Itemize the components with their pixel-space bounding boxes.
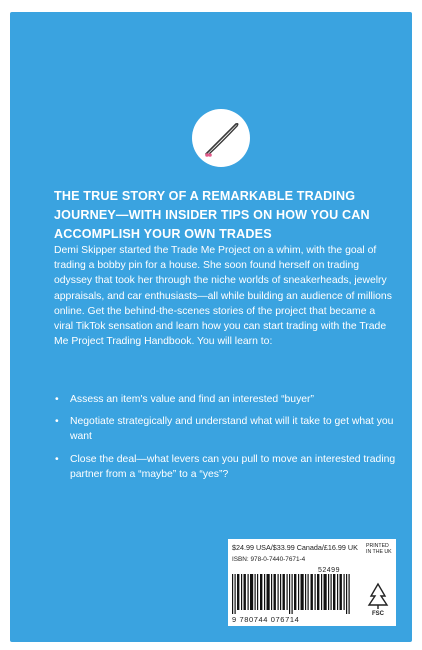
back-cover xyxy=(10,12,412,642)
learning-list xyxy=(70,392,400,489)
fsc-tree-icon xyxy=(365,581,391,611)
bullet-item: • Assess an item's value and find an interested “buyer” xyxy=(70,392,400,407)
bullet-item: • Close the deal—what levers can you pull to move an interested trading partner from a “maybe” to a “yes”? xyxy=(70,452,400,482)
price-code: 52499 xyxy=(318,567,340,574)
printed-in-label: PRINTED IN THE UK xyxy=(366,543,392,555)
headline: THE TRUE STORY OF A REMARKABLE TRADING JOURNEY—WITH INSIDER TIPS ON HOW YOU CAN ACCOMPLISH YOUR OWN TRADES xyxy=(54,189,370,241)
barcode xyxy=(232,574,357,614)
barcode-box xyxy=(228,539,396,626)
fsc-label: FSC xyxy=(372,611,384,617)
bullet-item: • Negotiate strategically and understand what will it take to get what you want xyxy=(70,414,400,444)
isbn-label: ISBN: 978-0-7440-7671-4 xyxy=(232,556,306,563)
fsc-logo xyxy=(365,581,391,621)
bobby-pin-icon xyxy=(192,109,250,167)
isbn-digits: 9 780744 076714 xyxy=(232,615,300,624)
description: Demi Skipper started the Trade Me Project on a whim, with the goal of trading a bobby pin for a house. She soon found herself on trading odyssey that took her through the niche worlds of sneakerheads, jewelry appraisals, and car enthusiasts—all while building an audience of millions online. Get the behind-the-scenes stories of the project that became a viral TikTok sensation and learn how you can start trading with the Trade Me Project Trading Handbook. You will learn to: xyxy=(54,245,392,348)
price-label: $24.99 USA/$33.99 Canada/£16.99 UK xyxy=(232,543,358,552)
